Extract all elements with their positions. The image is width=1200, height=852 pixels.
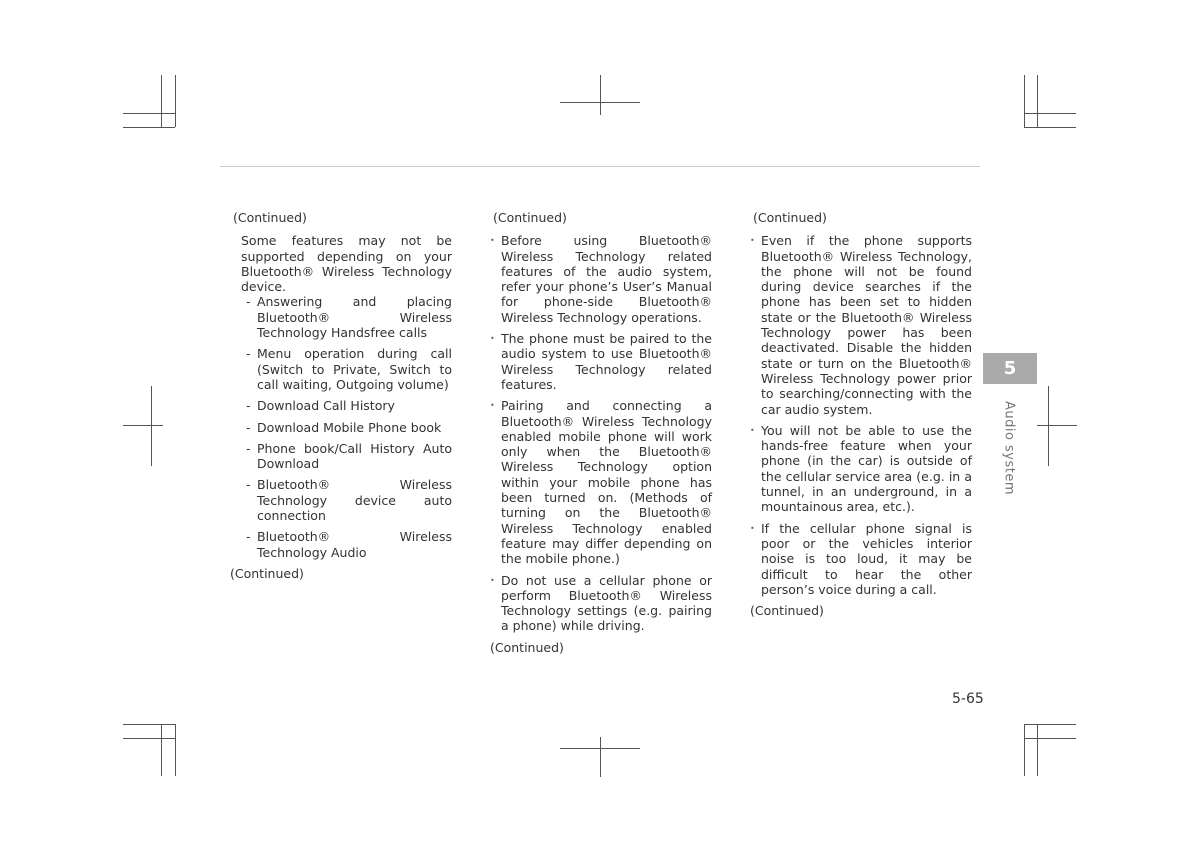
continued-label: (Continued): [233, 210, 307, 225]
registration-mark: [600, 75, 601, 115]
list-item: • Even if the phone supports Bluetooth® Wireless Technology, the phone will not be found during device searches if the phone has been set to hidden state or the Bluetooth® Wireless Technology power has been deactivated. Disable the hidden state or turn on the Bluetooth® Wireless Technology power prior to searching/connecting with the car audio system.: [750, 233, 972, 417]
continued-label: (Continued): [490, 639, 564, 655]
header-rule: [220, 166, 980, 167]
list-item: - Bluetooth® Wireless Technology Audio: [230, 529, 452, 560]
text-column-2: [490, 210, 712, 655]
list-item: • You will not be able to use the hands-free feature when your phone (in the car) is outside of the cellular service area (e.g. in a tunnel, in an underground, in a mountainous area, etc.).: [750, 423, 972, 515]
list-item: • Do not use a cellular phone or perform Bluetooth® Wireless Technology settings (e.g. pairing a phone) while driving.: [490, 573, 712, 634]
crop-mark: [1024, 113, 1076, 114]
list-item: - Download Call History: [230, 398, 452, 413]
list-item: - Menu operation during call (Switch to Private, Switch to call waiting, Outgoing volume): [230, 346, 452, 392]
list-item: • Pairing and connecting a Bluetooth® Wireless Technology enabled mobile phone will work only when the Bluetooth® Wireless Technology option within your mobile phone has been turned on. (Methods of turning on the Bluetooth® Wireless Technology enabled feature may differ depending on the mobile phone.): [490, 398, 712, 566]
list-item: • The phone must be paired to the audio system to use Bluetooth® Wireless Technology related features.: [490, 331, 712, 392]
continued-label: (Continued): [493, 210, 567, 225]
bullet-list: [490, 233, 712, 633]
continued-label: (Continued): [753, 210, 827, 225]
text-column-1: [230, 210, 452, 581]
list-item: • If the cellular phone signal is poor or the vehicles interior noise is too loud, it may be difficult to hear the other person’s voice during a call.: [750, 521, 972, 597]
crop-mark: [123, 724, 175, 725]
crop-mark: [175, 724, 176, 776]
crop-mark: [1037, 75, 1038, 127]
feature-list: [230, 294, 452, 559]
crop-mark: [161, 75, 162, 127]
crop-mark: [1037, 724, 1038, 776]
list-item: • Before using Bluetooth® Wireless Technology related features of the audio system, refer your phone’s User’s Manual for phone-side Bluetooth® Wireless Technology operations.: [490, 233, 712, 325]
crop-mark: [1024, 75, 1025, 127]
registration-mark: [151, 386, 152, 466]
text-column-3: [750, 210, 972, 618]
list-item: - Answering and placing Bluetooth® Wireless Technology Handsfree calls: [230, 294, 452, 340]
registration-mark: [1048, 386, 1049, 466]
crop-mark: [123, 127, 175, 128]
chapter-title: Audio system: [1001, 400, 1017, 496]
page-number: 5-65: [952, 691, 984, 707]
chapter-tab: 5: [983, 353, 1037, 384]
bullet-list: [750, 233, 972, 597]
intro-paragraph: Some features may not be supported depending on your Bluetooth® Wireless Technology device.: [241, 233, 452, 295]
crop-mark: [123, 738, 175, 739]
crop-mark: [161, 724, 162, 776]
continued-label: (Continued): [230, 565, 304, 581]
crop-mark: [175, 75, 176, 127]
crop-mark: [1024, 738, 1076, 739]
list-item: - Download Mobile Phone book: [230, 420, 452, 435]
list-item: - Phone book/Call History Auto Download: [230, 441, 452, 472]
registration-mark: [123, 425, 163, 426]
crop-mark: [1024, 127, 1076, 128]
registration-mark: [600, 737, 601, 777]
crop-mark: [123, 113, 175, 114]
crop-mark: [1024, 724, 1025, 776]
crop-mark: [1024, 724, 1076, 725]
continued-label: (Continued): [750, 603, 824, 619]
list-item: - Bluetooth® Wireless Technology device auto connection: [230, 477, 452, 523]
registration-mark: [1037, 425, 1077, 426]
